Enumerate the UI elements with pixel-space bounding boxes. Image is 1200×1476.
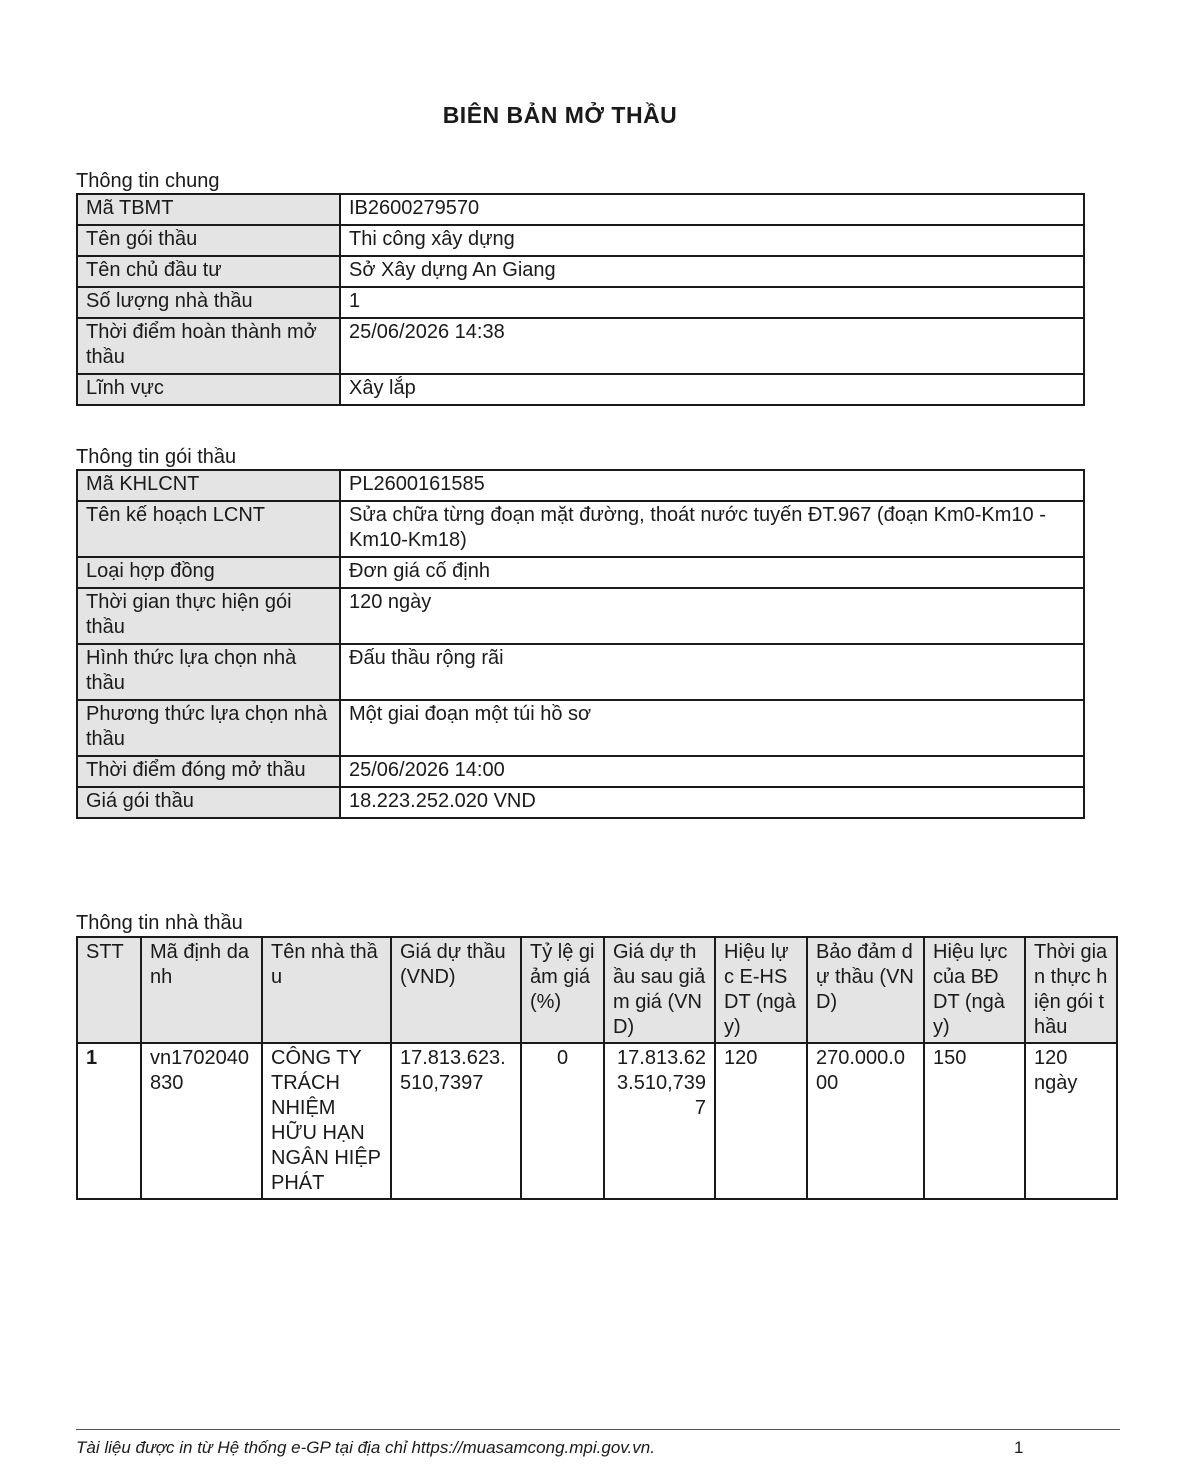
general-info-heading: Thông tin chung [76,170,220,192]
field-value: 25/06/2026 14:38 [340,318,1084,374]
column-header: Mã định danh [141,937,262,1043]
table-row [77,470,1084,501]
cell-price-after-discount: 17.813.623.510,7397 [604,1043,715,1199]
table-row [77,256,1084,287]
field-label: Mã TBMT [77,194,340,225]
field-value: PL2600161585 [340,470,1084,501]
cell-bid-security: 270.000.000 [807,1043,924,1199]
column-header: Hiệu lực của BĐ DT (ngày) [924,937,1025,1043]
column-header: Giá dự thầu sau giảm giá (VND) [604,937,715,1043]
column-header: Hiệu lực E-HSDT (ngày) [715,937,807,1043]
column-header: STT [77,937,141,1043]
page-number: 1 [1014,1438,1024,1457]
table-row [77,756,1084,787]
field-label: Mã KHLCNT [77,470,340,501]
bidder-table [76,936,1118,1200]
package-info-heading: Thông tin gói thầu [76,446,237,468]
field-value: 1 [340,287,1084,318]
document-title: BIÊN BẢN MỞ THẦU [442,102,678,128]
field-value: Đấu thầu rộng rãi [340,644,1084,700]
field-label: Phương thức lựa chọn nhà thầu [77,700,340,756]
field-label: Lĩnh vực [77,374,340,405]
table-row [77,225,1084,256]
cell-bid-price: 17.813.623.510,7397 [391,1043,521,1199]
field-value: Đơn giá cố định [340,557,1084,588]
field-value: Sửa chữa từng đoạn mặt đường, thoát nước tuyến ĐT.967 (đoạn Km0-Km10 - Km10-Km18) [340,501,1084,557]
field-value: 18.223.252.020 VND [340,787,1084,818]
table-row [77,557,1084,588]
cell-id: vn1702040830 [141,1043,262,1199]
column-header: Bảo đảm dự thầu (VND) [807,937,924,1043]
field-value: Sở Xây dựng An Giang [340,256,1084,287]
bidder-info-heading: Thông tin nhà thầu [76,912,243,934]
table-row [77,588,1084,644]
table-row [77,318,1084,374]
column-header: Thời gian thực hiện gói thầu [1025,937,1117,1043]
footer-source-note: Tài liệu được in từ Hệ thống e-GP tại địa chỉ https://muasamcong.mpi.gov.vn. [76,1438,655,1457]
field-value: 25/06/2026 14:00 [340,756,1084,787]
field-value: 120 ngày [340,588,1084,644]
field-label: Giá gói thầu [77,787,340,818]
cell-security-validity: 150 [924,1043,1025,1199]
general-info-table [76,193,1085,406]
field-value: Xây lắp [340,374,1084,405]
table-row [77,501,1084,557]
table-row [77,700,1084,756]
cell-duration: 120 ngày [1025,1043,1117,1199]
column-header: Giá dự thầu (VND) [391,937,521,1043]
field-value: IB2600279570 [340,194,1084,225]
field-label: Tên gói thầu [77,225,340,256]
table-row [77,287,1084,318]
table-row [77,194,1084,225]
field-label: Thời điểm đóng mở thầu [77,756,340,787]
field-label: Thời gian thực hiện gói thầu [77,588,340,644]
field-label: Tên kế hoạch LCNT [77,501,340,557]
table-row [77,1043,1117,1199]
cell-bidder-name: CÔNG TY TRÁCH NHIỆM HỮU HẠN NGÂN HIỆP PHÁT [262,1043,391,1199]
package-info-table [76,469,1085,819]
cell-stt: 1 [77,1043,141,1199]
cell-ehsdt-validity: 120 [715,1043,807,1199]
footer-divider [76,1429,1120,1430]
table-header-row [77,937,1117,1043]
field-label: Tên chủ đầu tư [77,256,340,287]
field-label: Hình thức lựa chọn nhà thầu [77,644,340,700]
field-value: Thi công xây dựng [340,225,1084,256]
field-label: Thời điểm hoàn thành mở thầu [77,318,340,374]
field-value: Một giai đoạn một túi hồ sơ [340,700,1084,756]
column-header: Tỷ lệ giảm giá (%) [521,937,604,1043]
table-row [77,787,1084,818]
cell-discount: 0 [521,1043,604,1199]
table-row [77,374,1084,405]
field-label: Loại hợp đồng [77,557,340,588]
field-label: Số lượng nhà thầu [77,287,340,318]
table-row [77,644,1084,700]
column-header: Tên nhà thầu [262,937,391,1043]
